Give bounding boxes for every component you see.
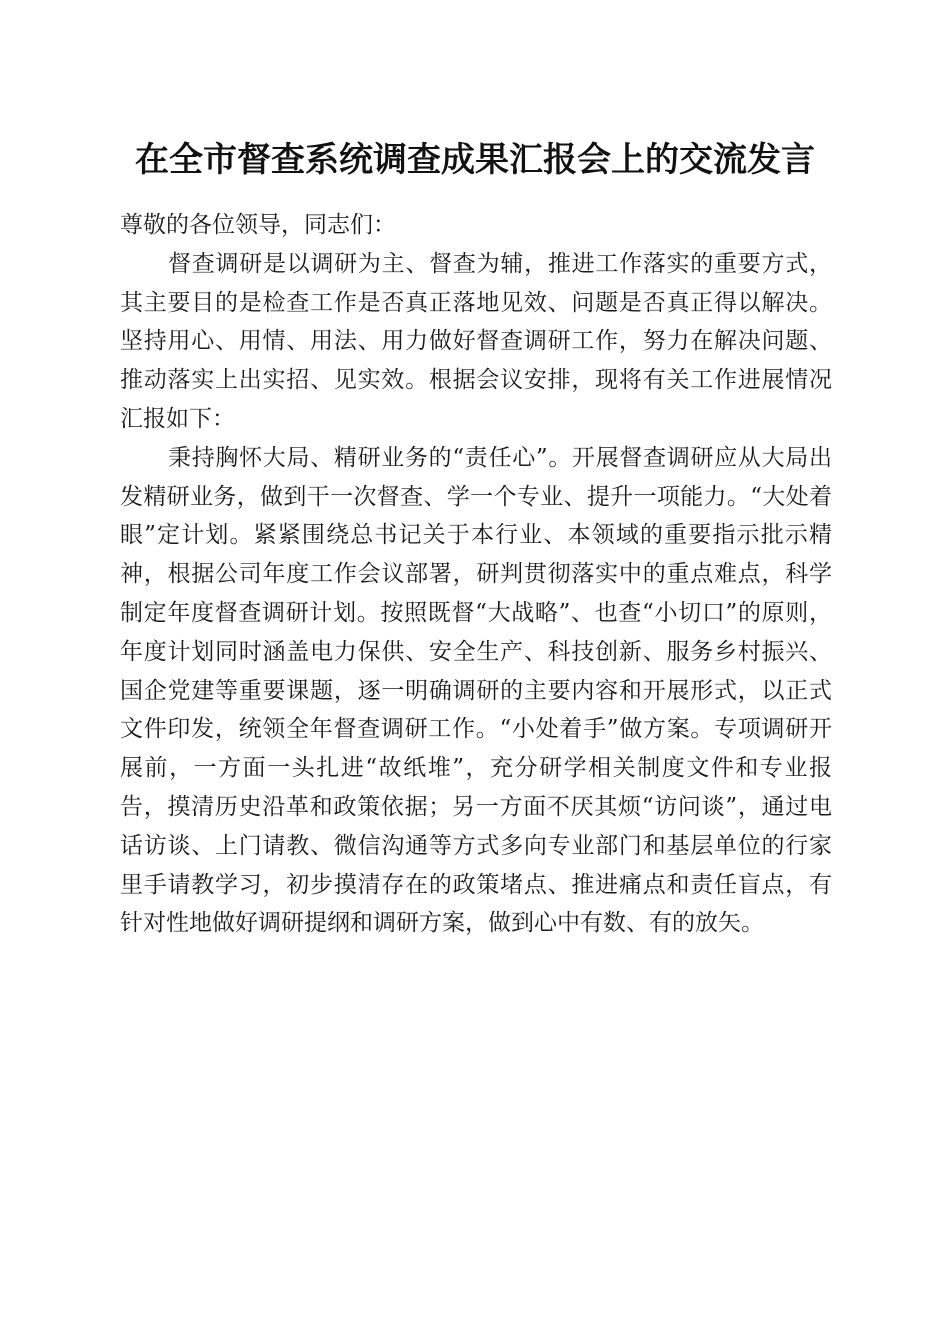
document-title: 在全市督查系统调查成果汇报会上的交流发言 (135, 140, 815, 180)
document-body (120, 206, 832, 943)
paragraph-responsibility: 秉持胸怀大局、精研业务的“责任心”。开展督查调研应从大局出发精研业务，做到干一次督查、学一个专业、提升一项能力。“大处着眼”定计划。紧紧围绕总书记关于本行业、本领域的重要指示批示精神，根据公司年度工作会议部署，研判贯彻落实中的重点难点，科学制定年度督查调研计划。按照既督“大战略”、也查“小切口”的原则，年度计划同时涵盖电力保供、安全生产、科技创新、服务乡村振兴、国企党建等重要课题，逐一明确调研的主要内容和开展形式，以正式文件印发，统领全年督查调研工作。“小处着手”做方案。专项调研开展前，一方面一头扎进“故纸堆”，充分研学相关制度文件和专业报告，摸清历史沿革和政策依据；另一方面不厌其烦“访问谈”，通过电话访谈、上门请教、微信沟通等方式多向专业部门和基层单位的行家里手请教学习，初步摸清存在的政策堵点、推进痛点和责任盲点，有针对性地做好调研提纲和调研方案，做到心中有数、有的放矢。 (120, 444, 832, 937)
paragraph-intro: 督查调研是以调研为主、督查为辅，推进工作落实的重要方式，其主要目的是检查工作是否真正落地见效、问题是否真正得以解决。坚持用心、用情、用法、用力做好督查调研工作，努力在解决问题、推动落实上出实招、见实效。根据会议安排，现将有关工作进展情况汇报如下： (120, 250, 832, 432)
salutation: 尊敬的各位领导，同志们： (120, 212, 396, 238)
